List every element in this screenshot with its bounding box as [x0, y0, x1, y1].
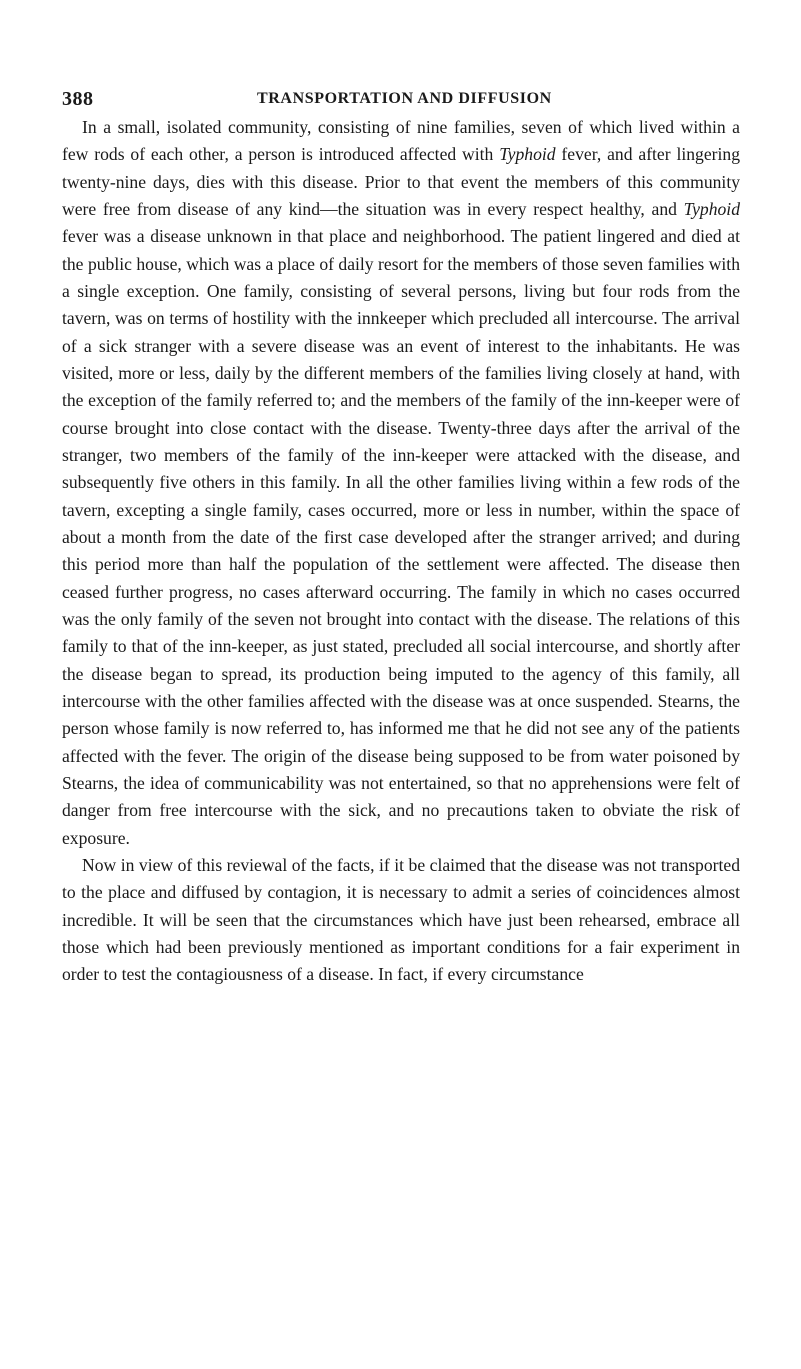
paragraph-1	[62, 114, 740, 852]
page-number: 388	[62, 88, 94, 110]
paragraph-1-italic-typhoid-2: Typhoid	[683, 198, 740, 219]
paragraph-1-italic-typhoid-1: Typhoid	[499, 144, 556, 165]
body-text	[62, 114, 740, 989]
running-head-title: TRANSPORTATION AND DIFFUSION	[257, 90, 552, 107]
paragraph-2	[62, 852, 740, 989]
paragraph-1-text-3: fever was a disease unknown in that place and neighborhood. The patient lingered and died at the public house, which was a place of daily resort for the members of those seven families with a single exception. One family, consisting of several persons, living but four rods from the tavern, was on terms of hostility with the innkeeper which precluded all intercourse. The arrival of a sick stranger with a severe disease was an event of interest to the inhabitants. He was visited, more or less, daily by the different members of the families living closely at hand, with the exception of the family referred to; and the members of the family of the inn-keeper were of course brought into close contact with the disease. Twenty-three days after the arrival of the stranger, two members of the family of the inn-keeper were attacked with the disease, and subsequently five others in this family. In all the other families living within a few rods of the tavern, excepting a single family, cases occurred, more or less in number, within the space of about a month from the date of the first case developed after the stranger arrived; and during this period more than half the population of the settlement were affected. The disease then ceased further progress, no cases afterward occurring. The family in which no cases occurred was the only family of the seven not brought into contact with the disease. The relations of this family to that of the inn-keeper, as just stated, precluded all social intercourse, and shortly after the disease began to spread, its production being imputed to the agency of this family, all intercourse with the other families affected with the disease was at once suspended. Stearns, the person whose family is now referred to, has informed me that he did not see any of the patients affected with the fever. The origin of the disease being supposed to be from water poisoned by Stearns, the idea of communicability was not entertained, so that no apprehensions were felt of danger from free intercourse with the sick, and no precautions taken to obviate the risk of exposure.	[62, 226, 740, 848]
paragraph-1-text-2: fever, and after lingering twenty-nine days, dies with this disease. Prior to that event the members of this community were free from disease of any kind—the situation was in every respect healthy, and	[62, 144, 740, 219]
paragraph-1-text-1: In a small, isolated community, consisting of nine families, seven of which lived within a few rods of each other, a person is introduced affected with	[62, 117, 740, 165]
running-head	[62, 88, 742, 112]
paragraph-2-text-1: Now in view of this reviewal of the facts, if it be claimed that the disease was not transported to the place and diffused by contagion, it is necessary to admit a series of coincidences almost incredible. It will be seen that the circumstances which have just been rehearsed, embrace all those which had been previously mentioned as important conditions for a fair experiment in order to test the contagiousness of a disease. In fact, if every circumstance	[62, 854, 740, 985]
